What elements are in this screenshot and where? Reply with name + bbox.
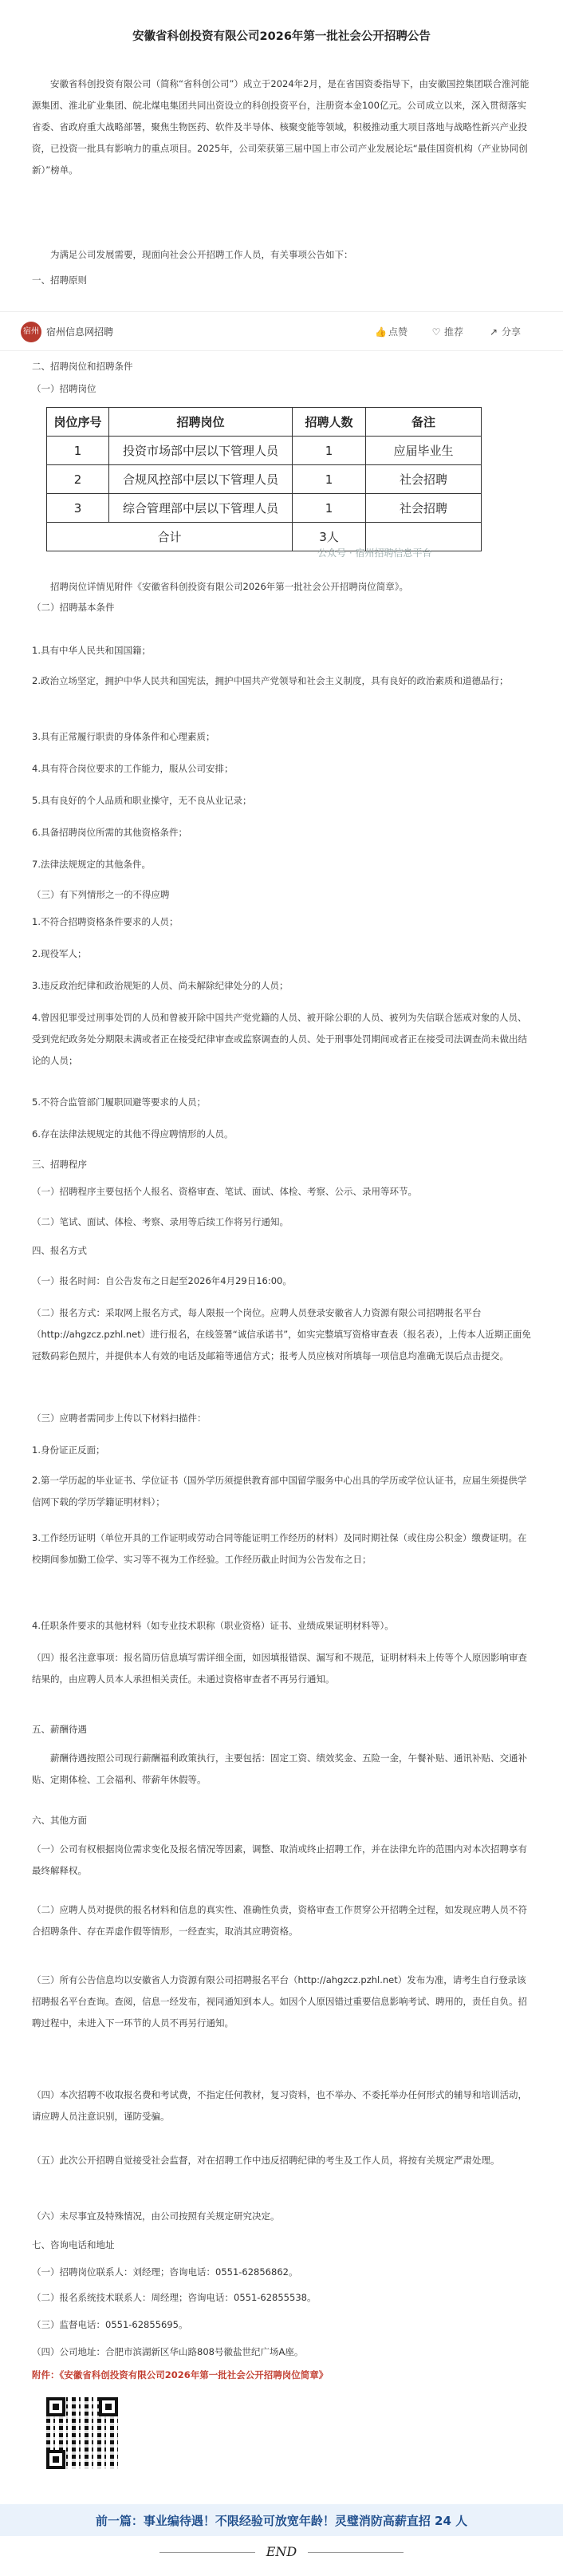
table-cell: 综合管理部中层以下管理人员 [109, 494, 293, 523]
table-header: 招聘人数 [293, 408, 366, 437]
list-item: （一）招聘程序主要包括个人报名、资格审查、笔试、面试、体检、考察、公示、录用等环节。 [32, 1186, 417, 1197]
section-heading: 三、招聘程序 [32, 1159, 87, 1170]
previous-article-link[interactable]: 前一篇：事业编待遇！不限经验可放宽年龄！灵璧消防高薪直招 24 人 [95, 2514, 468, 2528]
list-item: （一）公司有权根据岗位需求变化及报名情况等因素，调整、取消或终止招聘工作，并在法律允许的范围内对本次招聘享有最终解释权。 [32, 1843, 527, 1876]
list-item: （二）报名系统技术联系人：周经理；咨询电话：0551-62855538。 [32, 2292, 317, 2303]
list-item: 5.不符合监管部门履职回避等要求的人员； [32, 1096, 206, 1108]
table-cell: 社会招聘 [366, 494, 482, 523]
divider [159, 2552, 255, 2553]
list-item: 7.法律法规规定的其他条件。 [32, 859, 151, 870]
subsection-heading: （一）招聘岗位 [32, 383, 96, 394]
table-cell: 投资市场部中层以下管理人员 [109, 437, 293, 465]
end-marker [0, 2544, 563, 2559]
table-cell: 1 [293, 437, 366, 465]
list-item: 3.违反政治纪律和政治规矩的人员、尚未解除纪律处分的人员； [32, 980, 289, 991]
list-item: 4.任职条件要求的其他材料（如专业技术职称（职业资格）证书、业绩成果证明材料等）。 [32, 1620, 394, 1631]
list-item: 1.身份证正反面； [32, 1444, 105, 1456]
account-name[interactable]: 宿州信息网招聘 [46, 326, 114, 338]
recommend-label: 推荐 [444, 326, 464, 338]
table-cell: 应届毕业生 [366, 437, 482, 465]
list-item: （五）此次公开招聘自觉接受社会监督，对在招聘工作中违反招聘纪律的考生及工作人员，将按有关规定严肃处理。 [32, 2155, 500, 2166]
list-item: （三）应聘者需同步上传以下材料扫描件： [32, 1412, 207, 1424]
list-item: 5.具有良好的个人品质和职业操守，无不良从业记录； [32, 795, 252, 806]
attachment-link[interactable]: 附件：《安徽省科创投资有限公司2026年第一批社会公开招聘岗位简章》 [32, 2369, 329, 2380]
table-total-value: 3人 [293, 523, 366, 551]
list-item: 2.现役军人； [32, 948, 87, 959]
divider [308, 2552, 404, 2553]
table-cell: 3 [47, 494, 109, 523]
list-item: （三）所有公告信息均以安徽省人力资源有限公司招聘报名平台（http://ahgzcz.pzhl.net）发布为准，请考生自行登录该招聘报名平台查询。查阅，信息一经发布，视同通知到本人。如因个人原因错过重要信息影响考试、聘用的，责任自负。招聘过程中，未进入下一环节的人员不再另行通知。 [32, 1974, 527, 2029]
share-icon: ↗ [489, 326, 498, 338]
subsection-heading: （三）有下列情形之一的不得应聘 [32, 889, 170, 900]
like-button[interactable] [375, 325, 407, 338]
list-item: （四）公司地址：合肥市滨湖新区华山路808号徽盐世纪广场A座。 [32, 2346, 304, 2357]
table-cell: 1 [47, 437, 109, 465]
salary-paragraph: 薪酬待遇按照公司现行薪酬福利政策执行，主要包括：固定工资、绩效奖金、五险一金，午餐补贴、通讯补贴、交通补贴、定期体检、工会福利、带薪年休假等。 [32, 1752, 527, 1785]
recommend-button[interactable] [431, 325, 463, 338]
section-heading: 二、招聘岗位和招聘条件 [32, 361, 133, 372]
end-label: END [266, 2544, 297, 2559]
list-item: 3.具有正常履行职责的身体条件和心理素质； [32, 731, 215, 742]
table-cell: 1 [293, 465, 366, 494]
list-item: 1.具有中华人民共和国国籍； [32, 645, 151, 656]
list-item: 2.第一学历起的毕业证书、学位证书（国外学历须提供教育部中国留学服务中心出具的学历或学位认证书，应届生须提供学信网下载的学历学籍证明材料）； [32, 1475, 527, 1507]
section-heading: 一、招聘原则 [32, 275, 87, 286]
table-header: 备注 [366, 408, 482, 437]
list-item: 6.存在法律法规规定的其他不得应聘情形的人员。 [32, 1128, 234, 1140]
list-item: （四）报名注意事项：报名简历信息填写需详细全面，如因填报错误、漏写和不规范，证明材料未上传等个人原因影响审查结果的，由应聘人员本人承担相关责任。未通过资格审查者不再另行通知。 [32, 1652, 527, 1685]
list-item: 2.政治立场坚定，拥护中华人民共和国宪法，拥护中国共产党领导和社会主义制度，具有良好的政治素质和道德品行； [32, 675, 509, 686]
table-row [47, 494, 482, 523]
positions-table [46, 407, 482, 551]
intro-paragraph: 为满足公司发展需要，现面向社会公开招聘工作人员，有关事项公告如下： [50, 249, 353, 260]
table-note: 招聘岗位详情见附件《安徽省科创投资有限公司2026年第一批社会公开招聘岗位简章》。 [50, 581, 409, 592]
account-avatar[interactable]: 宿州 [21, 322, 41, 342]
subsection-heading: （二）招聘基本条件 [32, 602, 115, 613]
section-heading: 六、其他方面 [32, 1815, 87, 1826]
section-heading: 七、咨询电话和地址 [32, 2239, 115, 2250]
list-item: 3.工作经历证明（单位开具的工作证明或劳动合同等能证明工作经历的材料）及同时期社保（或住房公积金）缴费证明。在校期间参加勤工俭学、实习等不视为工作经验。工作经历截止时间为公告发布之日； [32, 1532, 527, 1565]
table-row [47, 465, 482, 494]
list-item: （二）笔试、面试、体检、考察、录用等后续工作将另行通知。 [32, 1216, 289, 1227]
table-total-label: 合计 [47, 523, 293, 551]
table-header: 岗位序号 [47, 408, 109, 437]
section-heading: 五、薪酬待遇 [32, 1724, 87, 1735]
list-item: （一）报名时间：自公告发布之日起至2026年4月29日16:00。 [32, 1275, 292, 1286]
table-cell: 社会招聘 [366, 465, 482, 494]
list-item: （三）监督电话：0551-62855695。 [32, 2319, 188, 2330]
list-item: （二）报名方式：采取网上报名方式，每人限报一个岗位。应聘人员登录安徽省人力资源有限公司招聘报名平台（http://ahgzcz.pzhl.net）进行报名，在线签署“诚信承诺书”，如实完整填写资格审查表（报名表），上传本人近期正面免冠数码彩色照片，并提供本人有效的电话及邮箱等通信方式；报考人员应核对所填每一项信息均准确无误后点击提交。 [32, 1307, 531, 1361]
qr-finder [99, 2397, 118, 2416]
list-item: 6.具备招聘岗位所需的其他资格条件； [32, 827, 187, 838]
qr-finder [46, 2450, 65, 2469]
share-label: 分享 [502, 326, 522, 338]
table-header-row [47, 408, 482, 437]
share-button[interactable] [488, 325, 521, 338]
page-title: 安徽省科创投资有限公司2026年第一批社会公开招聘公告 [132, 30, 431, 43]
table-row [47, 437, 482, 465]
table-cell: 合规风控部中层以下管理人员 [109, 465, 293, 494]
list-item: 4.曾因犯罪受过刑事处罚的人员和曾被开除中国共产党党籍的人员、被开除公职的人员、被列为失信联合惩戒对象的人员、受到党纪政务处分期限未满或者正在接受纪律审查或监察调查的人员、处于刑事处罚期间或者正在接受司法调查尚未做出结论的人员； [32, 1012, 527, 1066]
list-item: （一）招聘岗位联系人：刘经理；咨询电话：0551-62856862。 [32, 2266, 298, 2278]
qr-finder [46, 2397, 65, 2416]
heart-icon: ♡ [431, 326, 441, 338]
like-label: 点赞 [388, 326, 408, 338]
watermark: 公众号 · 宿州招聘信息平台 [317, 547, 432, 559]
list-item: （四）本次招聘不收取报名费和考试费，不指定任何教材，复习资料，也不举办、不委托举办任何形式的辅导和培训活动，请应聘人员注意识别，谨防受骗。 [32, 2089, 527, 2122]
account-bar [0, 311, 563, 351]
intro-paragraph: 安徽省科创投资有限公司（简称“省科创公司”）成立于2024年2月，是在省国资委指导下，由安徽国控集团联合淮河能源集团、淮北矿业集团、皖北煤电集团共同出资设立的科创投资平台，注册资本金100亿元。公司成立以来，深入贯彻落实省委、省政府重大战略部署，聚焦生物医药、软件及半导体、核聚变能等领域，积极推动重大项目落地与战略性新兴产业投资，已投资一批具有影响力的重点项目。2025年，公司荣获第三届中国上市公司产业发展论坛“最佳国资机构（产业协同创新）”榜单。 [32, 78, 530, 176]
qr-code [46, 2397, 118, 2469]
thumbs-up-icon: 👍 [375, 326, 387, 338]
table-header: 招聘岗位 [109, 408, 293, 437]
list-item: （二）应聘人员对提供的报名材料和信息的真实性、准确性负责，资格审查工作贯穿公开招聘全过程，如发现应聘人员不符合招聘条件、存在弄虚作假等情形，一经查实，取消其应聘资格。 [32, 1904, 527, 1937]
list-item: 4.具有符合岗位要求的工作能力，服从公司安排； [32, 763, 234, 774]
table-cell: 1 [293, 494, 366, 523]
section-heading: 四、报名方式 [32, 1245, 87, 1256]
table-cell: 2 [47, 465, 109, 494]
previous-article-banner[interactable] [0, 2504, 563, 2536]
list-item: （六）未尽事宜及特殊情况，由公司按照有关规定研究决定。 [32, 2211, 280, 2222]
list-item: 1.不符合招聘资格条件要求的人员； [32, 916, 179, 927]
